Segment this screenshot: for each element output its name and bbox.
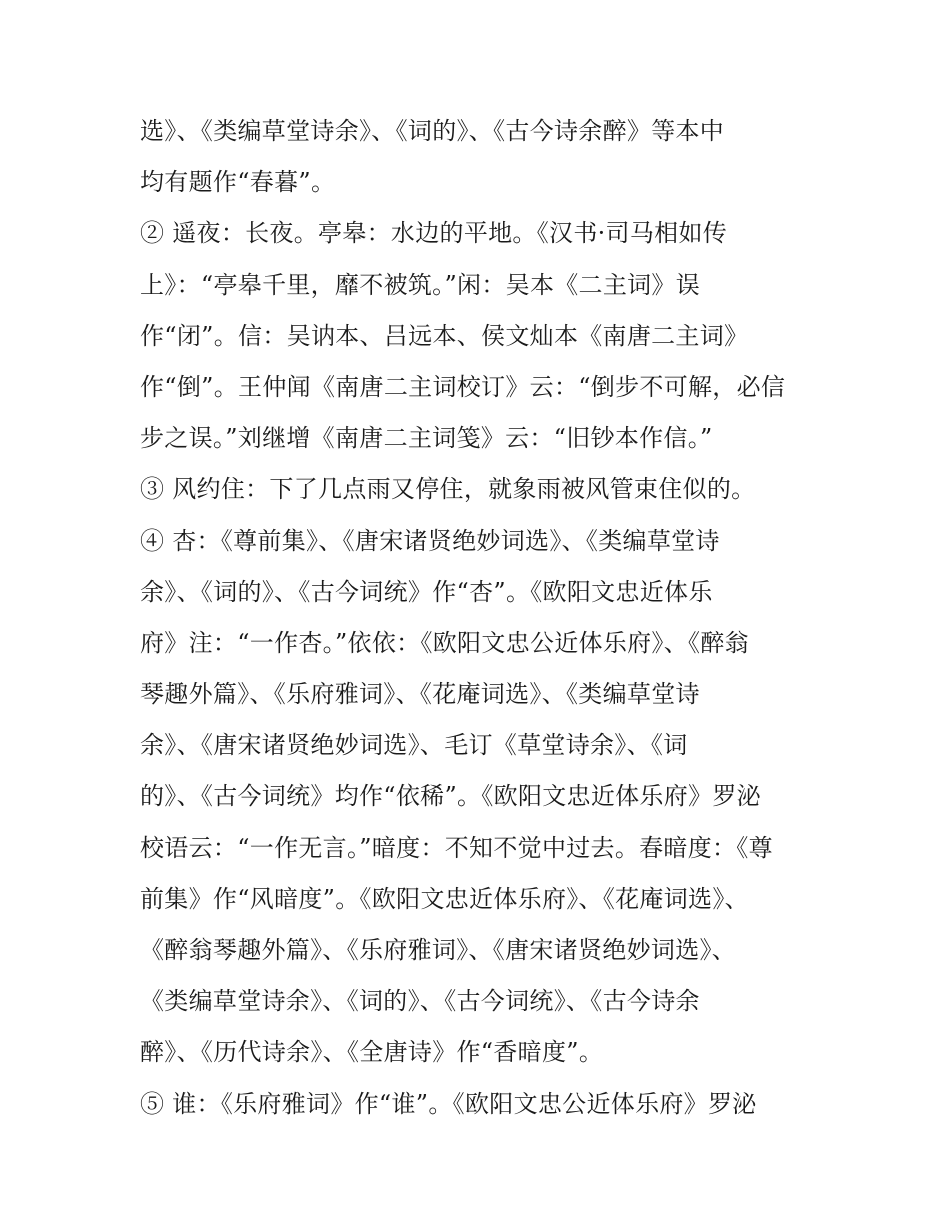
text-line: 作“闭”。信：吴讷本、吕远本、侯文灿本《南唐二主词》 [140,321,749,350]
text-line: 上》：“亭皋千里，靡不被筑。”闲：吴本《二主词》误 [140,270,701,299]
text-line: 选》、《类编草堂诗余》、《词的》、《古今诗余醉》等本中 [140,117,725,145]
text-line: 校语云：“一作无言。”暗度：不知不觉中过去。春暗度：《尊 [140,833,773,862]
text-line: 府》注：“一作杏。”依依：《欧阳文忠公近体乐府》、《醉翁 [140,628,749,657]
text-line: 的》、《古今词统》均作“依稀”。《欧阳文忠近体乐府》罗泌 [140,782,761,811]
annotation-text [140,106,830,1130]
note-3-line: ③ 风约住：下了几点雨又停住，就象雨被风管束住似的。 [140,475,756,504]
text-line: 琴趣外篇》、《乐府雅词》、《花庵词选》、《类编草堂诗 [140,680,700,709]
note-2-line: ② 遥夜：长夜。亭皋：水边的平地。《汉书·司马相如传 [140,219,728,248]
text-line: 余》、《唐宋诸贤绝妙词选》、毛订《草堂诗余》、《词 [140,731,688,760]
note-4-line: ④ 杏：《尊前集》、《唐宋诸贤绝妙词选》、《类编草堂诗 [140,526,720,555]
text-line: 醉》、《历代诗余》、《全唐诗》作“香暗度”。 [140,1038,604,1067]
text-line: 余》、《词的》、《古今词统》作“杏”。《欧阳文忠近体乐 [140,577,713,606]
text-line: 前集》作“风暗度”。《欧阳文忠近体乐府》、《花庵词选》、 [140,884,749,913]
text-line: 《类编草堂诗余》、《词的》、《古今词统》、《古今诗余 [140,987,700,1016]
text-line: 步之误。”刘继增《南唐二主词笺》云：“旧钞本作信。” [140,424,713,453]
text-line: 《醉翁琴趣外篇》、《乐府雅词》、《唐宋诸贤绝妙词选》、 [140,936,737,964]
text-line: 作“倒”。王仲闻《南唐二主词校订》云：“倒步不可解，必信 [140,372,786,401]
note-5-line: ⑤ 谁：《乐府雅词》作“谁”。《欧阳文忠公近体乐府》罗泌 [140,1089,757,1118]
text-line: 均有题作“春暮”。 [140,168,336,197]
